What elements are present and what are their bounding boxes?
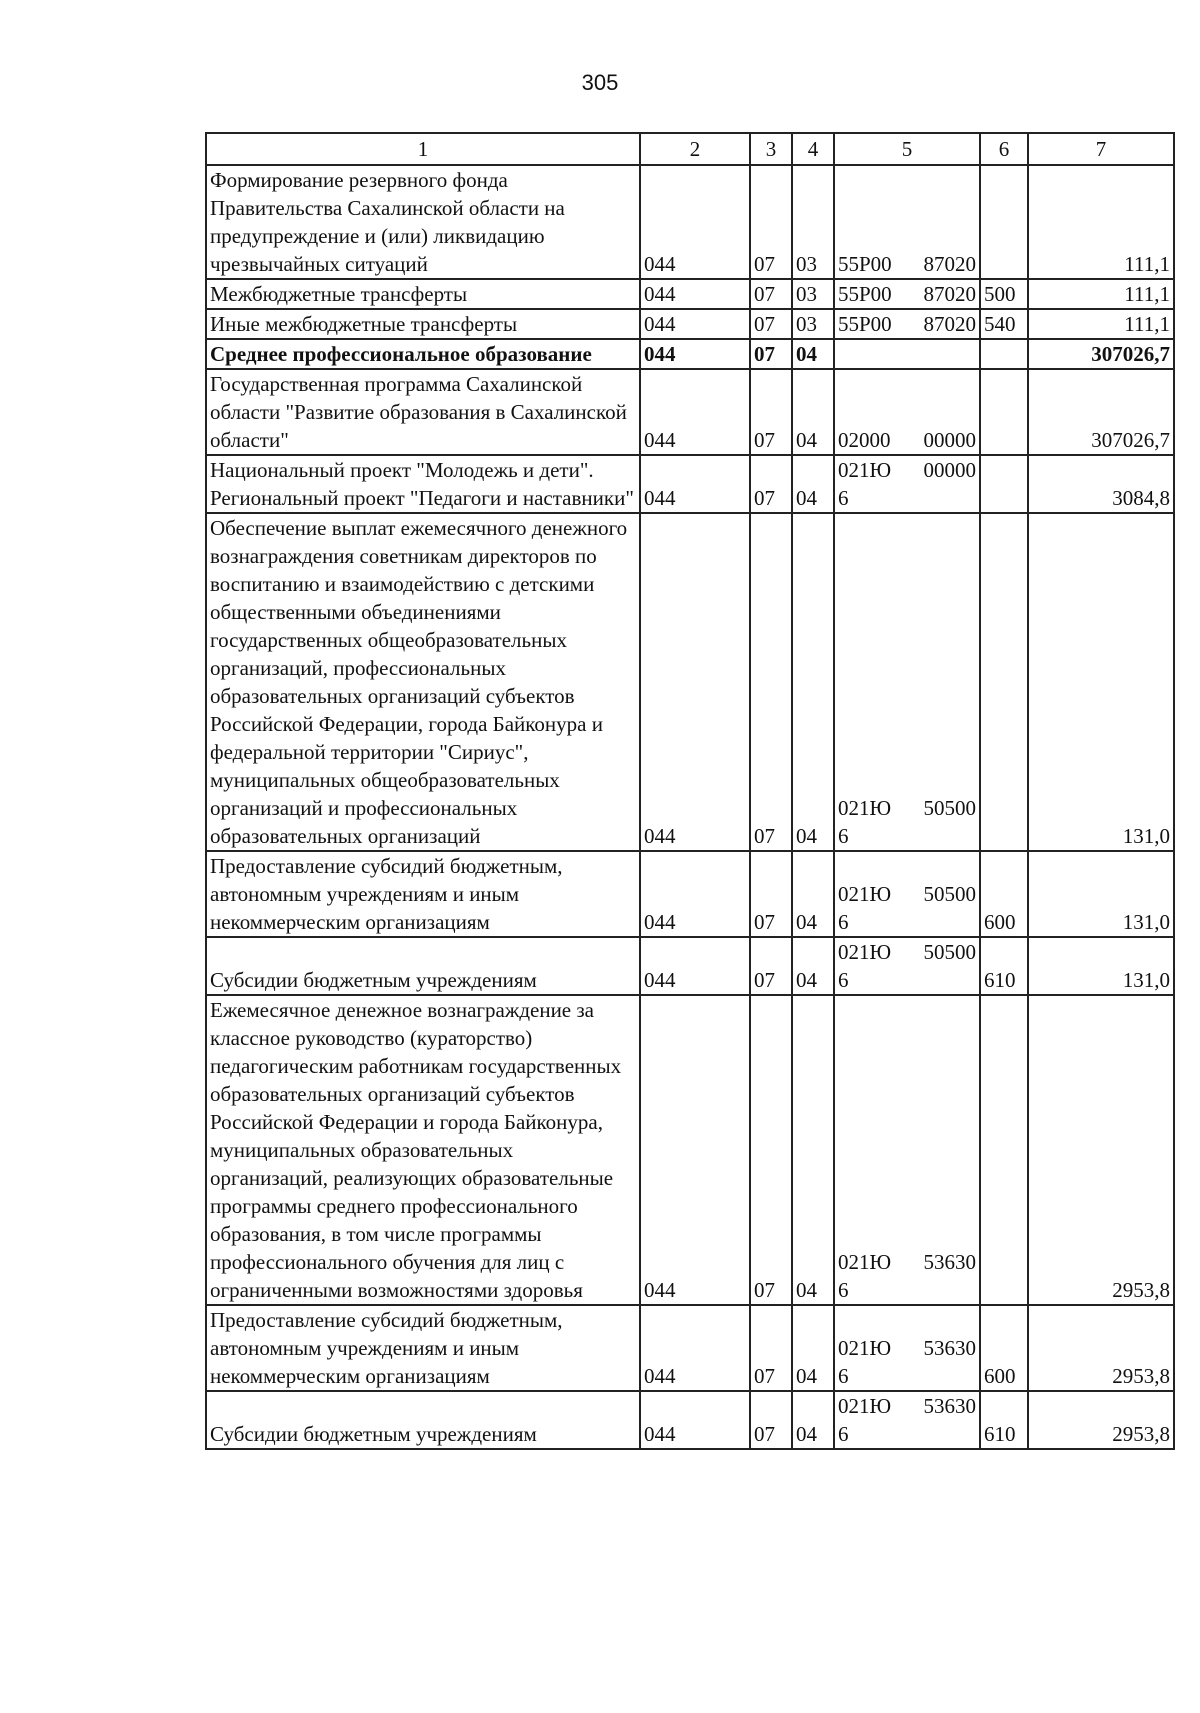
amount-cell: 2953,8 <box>1028 1391 1174 1449</box>
subsection-code-cell: 04 <box>792 455 834 513</box>
row-name-cell: Формирование резервного фонда Правительства Сахалинской области на предупреждение и (или) ликвидацию чрезвычайных ситуаций <box>206 165 640 279</box>
table-row <box>206 339 1174 369</box>
row-name-cell: Предоставление субсидий бюджетным, автономным учреждениям и иным некоммерческим организациям <box>206 1305 640 1391</box>
target-article-cell <box>834 1305 980 1391</box>
subsection-code-cell: 03 <box>792 165 834 279</box>
subsection-code-cell: 04 <box>792 513 834 851</box>
row-name-cell: Иные межбюджетные трансферты <box>206 309 640 339</box>
header-cell: 5 <box>834 133 980 165</box>
target-article-cell <box>834 369 980 455</box>
expense-type-cell: 610 <box>980 1391 1028 1449</box>
header-cell: 7 <box>1028 133 1174 165</box>
target-article-direction: 87020 <box>923 252 976 276</box>
admin-code-cell: 044 <box>640 1391 750 1449</box>
section-code-cell: 07 <box>750 1391 792 1449</box>
admin-code-cell: 044 <box>640 369 750 455</box>
target-article-program: 55Р00 <box>838 312 892 336</box>
row-name-cell: Обеспечение выплат ежемесячного денежного вознаграждения советникам директоров по воспитанию и взаимодействию с детскими общественными объединениями государственных общеобразовательных организаций, профессиональных образовательных организаций субъектов Российской Федерации, города Байконура и федеральной территории "Сириус", муниципальных общеобразовательных организаций и профессиональных образовательных организаций <box>206 513 640 851</box>
target-article-cell <box>834 851 980 937</box>
subsection-code-cell: 04 <box>792 1391 834 1449</box>
target-article-program: 021Ю 6 <box>838 458 892 510</box>
target-article-program: 55Р00 <box>838 282 892 306</box>
subsection-code-cell: 04 <box>792 339 834 369</box>
amount-cell: 131,0 <box>1028 513 1174 851</box>
subsection-code-cell: 04 <box>792 369 834 455</box>
subsection-code-cell: 04 <box>792 851 834 937</box>
header-cell: 2 <box>640 133 750 165</box>
target-article-direction: 53630 <box>923 1250 976 1274</box>
subsection-code-cell: 03 <box>792 309 834 339</box>
section-code-cell: 07 <box>750 1305 792 1391</box>
target-article-cell <box>834 279 980 309</box>
target-article-direction: 00000 <box>923 428 976 452</box>
amount-cell: 2953,8 <box>1028 1305 1174 1391</box>
table-row <box>206 279 1174 309</box>
section-code-cell: 07 <box>750 851 792 937</box>
header-cell: 4 <box>792 133 834 165</box>
expense-type-cell: 600 <box>980 1305 1028 1391</box>
admin-code-cell: 044 <box>640 513 750 851</box>
table-row <box>206 1391 1174 1449</box>
subsection-code-cell: 04 <box>792 1305 834 1391</box>
target-article-direction: 50500 <box>923 940 976 964</box>
expense-type-cell: 600 <box>980 851 1028 937</box>
page-number: 305 <box>581 70 619 95</box>
target-article-program: 021Ю 6 <box>838 796 892 848</box>
target-article-cell <box>834 339 980 369</box>
target-article-direction: 50500 <box>923 882 976 906</box>
budget-table <box>205 132 1175 1450</box>
expense-type-cell: 500 <box>980 279 1028 309</box>
row-name-cell: Государственная программа Сахалинской области "Развитие образования в Сахалинской области" <box>206 369 640 455</box>
admin-code-cell: 044 <box>640 279 750 309</box>
section-code-cell: 07 <box>750 279 792 309</box>
target-article-direction: 53630 <box>923 1336 976 1360</box>
table-row <box>206 995 1174 1305</box>
header-cell: 6 <box>980 133 1028 165</box>
row-name-cell: Субсидии бюджетным учреждениям <box>206 1391 640 1449</box>
target-article-direction: 00000 <box>923 458 976 482</box>
amount-cell: 131,0 <box>1028 851 1174 937</box>
target-article-program: 021Ю 6 <box>838 940 892 992</box>
header-row <box>206 133 1174 165</box>
target-article-program: 021Ю 6 <box>838 1394 892 1446</box>
section-code-cell: 07 <box>750 937 792 995</box>
row-name-cell: Национальный проект "Молодежь и дети". Региональный проект "Педагоги и наставники" <box>206 455 640 513</box>
table-row <box>206 369 1174 455</box>
amount-cell: 307026,7 <box>1028 339 1174 369</box>
row-name-cell: Среднее профессиональное образование <box>206 339 640 369</box>
target-article-direction: 50500 <box>923 796 976 820</box>
expense-type-cell <box>980 165 1028 279</box>
admin-code-cell: 044 <box>640 995 750 1305</box>
table-row <box>206 1305 1174 1391</box>
table-row <box>206 851 1174 937</box>
target-article-program: 55Р00 <box>838 252 892 276</box>
target-article-cell <box>834 455 980 513</box>
target-article-direction: 87020 <box>923 312 976 336</box>
target-article-cell <box>834 309 980 339</box>
table-row <box>206 165 1174 279</box>
expense-type-cell <box>980 455 1028 513</box>
target-article-program: 02000 <box>838 428 891 452</box>
table-row <box>206 513 1174 851</box>
admin-code-cell: 044 <box>640 937 750 995</box>
amount-cell: 307026,7 <box>1028 369 1174 455</box>
row-name-cell: Межбюджетные трансферты <box>206 279 640 309</box>
section-code-cell: 07 <box>750 995 792 1305</box>
target-article-program: 021Ю 6 <box>838 1250 892 1302</box>
header-cell: 1 <box>206 133 640 165</box>
amount-cell: 3084,8 <box>1028 455 1174 513</box>
admin-code-cell: 044 <box>640 165 750 279</box>
target-article-cell <box>834 995 980 1305</box>
admin-code-cell: 044 <box>640 339 750 369</box>
target-article-cell <box>834 165 980 279</box>
expense-type-cell: 610 <box>980 937 1028 995</box>
subsection-code-cell: 04 <box>792 937 834 995</box>
expense-type-cell <box>980 513 1028 851</box>
row-name-cell: Ежемесячное денежное вознаграждение за классное руководство (кураторство) педагогическим работникам государственных образовательных организаций субъектов Российской Федерации и города Байконура, муниципальных образовательных организаций, реализующих образовательные программы среднего профессионального образования, в том числе программы профессионального обучения для лиц с ограниченными возможностями здоровья <box>206 995 640 1305</box>
row-name-cell: Предоставление субсидий бюджетным, автономным учреждениям и иным некоммерческим организациям <box>206 851 640 937</box>
target-article-direction: 53630 <box>923 1394 976 1418</box>
target-article-cell <box>834 937 980 995</box>
admin-code-cell: 044 <box>640 309 750 339</box>
amount-cell: 131,0 <box>1028 937 1174 995</box>
target-article-direction: 87020 <box>923 282 976 306</box>
section-code-cell: 07 <box>750 455 792 513</box>
target-article-program: 021Ю 6 <box>838 882 892 934</box>
section-code-cell: 07 <box>750 369 792 455</box>
table-row <box>206 455 1174 513</box>
table-row <box>206 309 1174 339</box>
table-row <box>206 937 1174 995</box>
section-code-cell: 07 <box>750 165 792 279</box>
subsection-code-cell: 04 <box>792 995 834 1305</box>
section-code-cell: 07 <box>750 309 792 339</box>
expense-type-cell: 540 <box>980 309 1028 339</box>
header-cell: 3 <box>750 133 792 165</box>
target-article-program: 021Ю 6 <box>838 1336 892 1388</box>
admin-code-cell: 044 <box>640 455 750 513</box>
target-article-cell <box>834 513 980 851</box>
row-name-cell: Субсидии бюджетным учреждениям <box>206 937 640 995</box>
amount-cell: 2953,8 <box>1028 995 1174 1305</box>
section-code-cell: 07 <box>750 339 792 369</box>
section-code-cell: 07 <box>750 513 792 851</box>
amount-cell: 111,1 <box>1028 279 1174 309</box>
admin-code-cell: 044 <box>640 851 750 937</box>
expense-type-cell <box>980 369 1028 455</box>
expense-type-cell <box>980 339 1028 369</box>
target-article-cell <box>834 1391 980 1449</box>
admin-code-cell: 044 <box>640 1305 750 1391</box>
amount-cell: 111,1 <box>1028 165 1174 279</box>
expense-type-cell <box>980 995 1028 1305</box>
amount-cell: 111,1 <box>1028 309 1174 339</box>
subsection-code-cell: 03 <box>792 279 834 309</box>
